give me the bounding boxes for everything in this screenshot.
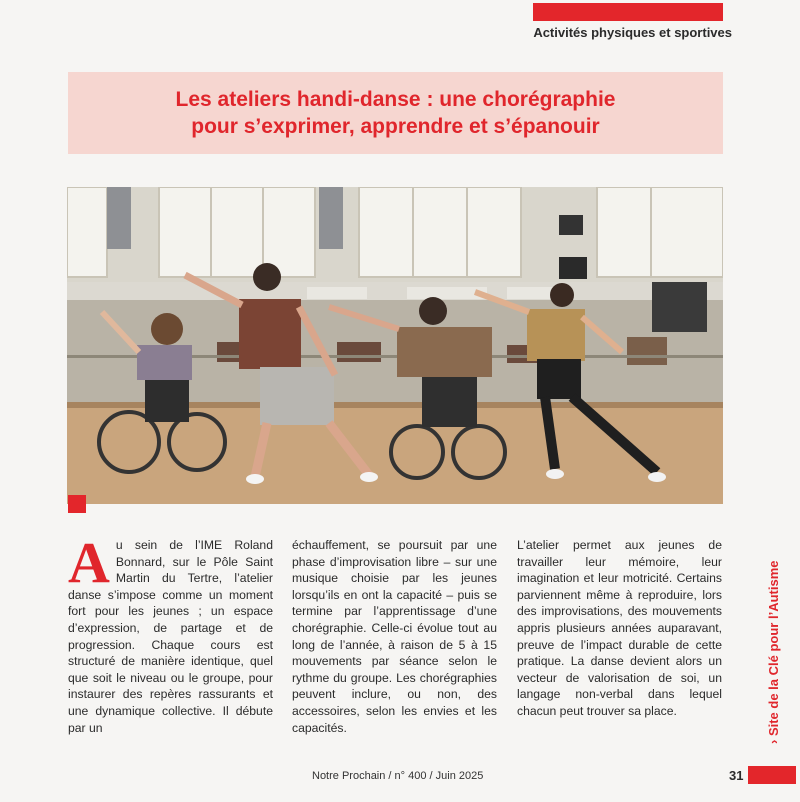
page-number: 31 [729,768,744,783]
footer-publication: Notre Prochain / n° 400 / Juin 2025 [312,770,484,782]
footer-accent-bar [748,766,796,784]
article-column-1 [68,530,273,736]
section-label: Activités physiques et sportives [533,25,732,40]
side-link-container[interactable] [748,534,781,744]
dropcap-letter: A [68,530,110,595]
photo-corner-marker [68,495,86,513]
article-column-1-text: u sein de l’IME Roland Bonnard, sur le Pôle Saint Martin du Tertre, l’atelier danse s’impose comme un moment fort pour les jeunes ; un espace d’expression, de partage et de progression. Chaque cours est structuré de manière identique, quel que soit le niveau ou le groupe, pour instaurer des repères rassurants et une dynamique collective. Il débute par un [68,538,273,735]
article-column-2: échauffement, se poursuit par une phase d’improvisation libre – sur une musique choisie par les jeunes lorsqu’ils en ont la capacité – puis se termine par l’apprentissage d’une chorégraphie. Celle-ci évolue tout au long de l’année, à raison de 5 à 15 mouvements par séance selon le rythme du groupe. Les chorégraphies peuvent inclure, ou non, des accessoires, selon les envies et les capacités. [292,538,497,735]
article-title-line-1: Les ateliers handi-danse : une chorégraphie [175,88,616,111]
header-accent-bar [533,3,723,21]
article-title-line-2: pour s’exprimer, apprendre et s’épanouir [191,115,600,138]
side-link-text[interactable]: › Site de la Clé pour l’Autisme [766,560,781,744]
dance-class-photo [67,187,723,504]
article-column-3: L’atelier permet aux jeunes de travailler leur mémoire, leur imagination et leur motricité. Certains parviennent même à reproduire, lors des improvisations, des mouvements appris plusieurs années auparavant, preuve de l’impact durable de cette pratique. La danse devient alors un vecteur de valorisation de soi, un langage non-verbal dans lequel chacun peut trouver sa place. [517,538,722,718]
article-title-box [68,72,723,154]
